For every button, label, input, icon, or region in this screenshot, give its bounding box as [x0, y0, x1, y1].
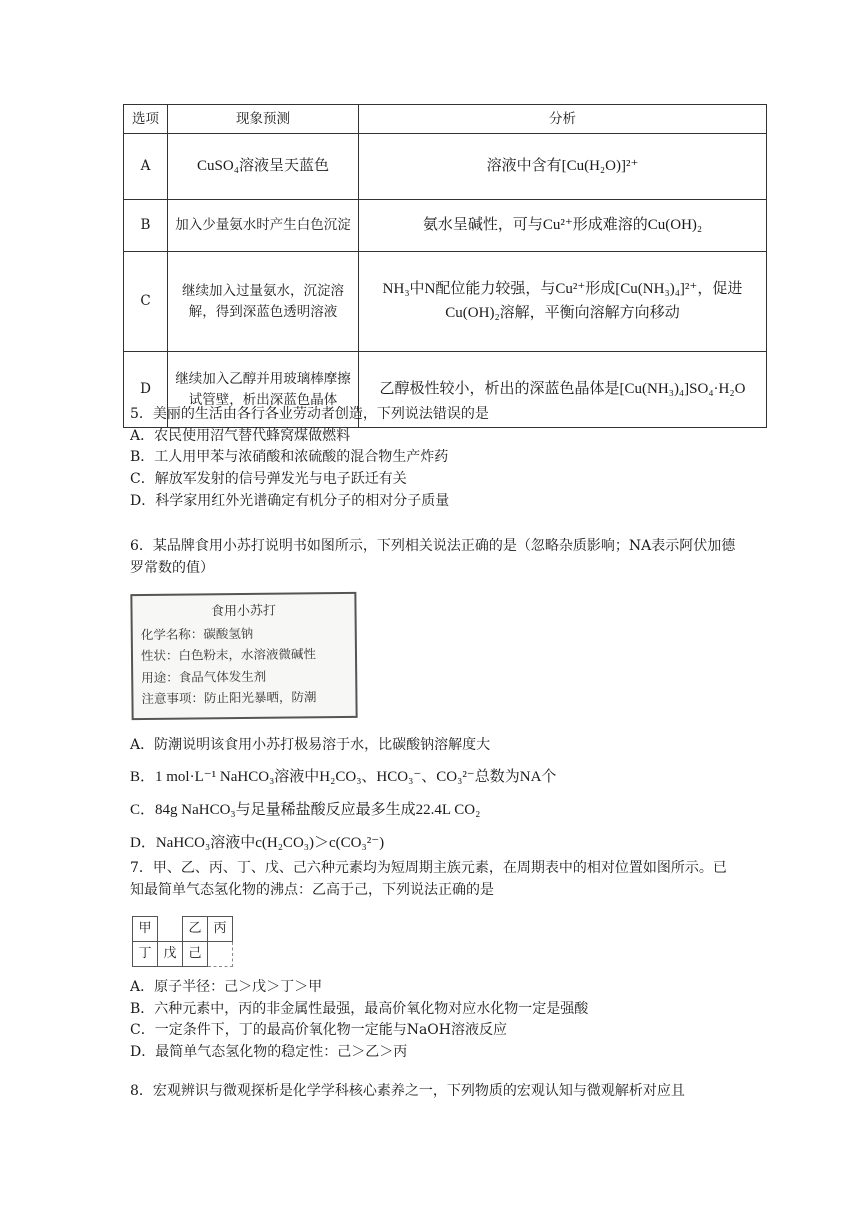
element-cell: 乙 [183, 917, 208, 942]
options-table [123, 104, 767, 428]
row-analysis: 乙醇极性较小，析出的深蓝色晶体是[Cu(NH₃)₄]SO₄·H₂O [359, 352, 767, 428]
element-cell: 丁 [133, 942, 158, 967]
option-b: B．工人用甲苯与浓硝酸和浓硫酸的混合物生产炸药 [130, 449, 449, 466]
question-6 [130, 536, 740, 579]
product-label-image [130, 592, 357, 720]
element-cell: 己 [183, 942, 208, 967]
header-phenomenon: 现象预测 [168, 105, 359, 134]
option-a: A．原子半径：己＞戊＞丁＞甲 [130, 979, 323, 995]
label-line: 用途：食品气体发生剂 [141, 668, 267, 685]
option-a: A．农民使用沼气替代蜂窝煤做燃料 [130, 427, 351, 444]
table-row [124, 252, 767, 352]
element-cell-empty [158, 917, 183, 942]
row-phenomenon: 加入少量氨水时产生白色沉淀 [168, 200, 359, 252]
option-c: C．解放军发射的信号弹发光与电子跃迁有关 [130, 471, 407, 488]
row-phenomenon: 继续加入乙醇并用玻璃棒摩擦试管壁，析出深蓝色晶体 [168, 352, 359, 428]
option-b: B．1 mol·L⁻¹ NaHCO₃溶液中H₂CO₃、HCO₃⁻、CO₃²⁻总数为NA个 [130, 768, 557, 785]
row-phenomenon: 继续加入过量氨水，沉淀溶解，得到深蓝色透明溶液 [168, 252, 359, 352]
row-analysis: 氨水呈碱性，可与Cu²⁺形成难溶的Cu(OH)₂ [359, 200, 767, 252]
header-analysis: 分析 [359, 105, 767, 134]
option-d: D．NaHCO₃溶液中c(H₂CO₃)＞c(CO₃²⁻) [130, 834, 385, 851]
question-7-options [130, 977, 740, 1064]
element-cell: 丙 [208, 917, 233, 942]
row-option: D [124, 352, 168, 428]
option-d: D．最简单气态氢化物的稳定性：己＞乙＞丙 [130, 1044, 408, 1061]
row-option: A [124, 134, 168, 200]
element-cell: 戊 [158, 942, 183, 967]
label-line: 性状：白色粉末，水溶液微碱性 [140, 646, 317, 664]
question-stem: 7．甲、乙、丙、丁、戊、己六种元素均为短周期主族元素，在周期表中的相对位置如图所示。已知最简单气态氢化物的沸点：乙高于己，下列说法正确的是 [130, 860, 727, 898]
question-stem: 5．美丽的生活由各行各业劳动者创造，下列说法错误的是 [130, 406, 489, 422]
row-option: B [124, 200, 168, 252]
label-title: 食用小苏打 [210, 603, 277, 620]
row-phenomenon: CuSO₄溶液呈天蓝色 [168, 134, 359, 200]
header-option: 选项 [124, 105, 168, 134]
option-c: C．一定条件下，丁的最高价氧化物一定能与NaOH溶液反应 [130, 1022, 507, 1039]
question-8 [130, 1081, 740, 1103]
option-d: D．科学家用红外光谱确定有机分子的相对分子质量 [130, 492, 450, 509]
element-cell-empty [208, 942, 233, 967]
row-option: C [124, 252, 168, 352]
label-line: 化学名称：碳酸氢钠 [140, 625, 254, 643]
element-cell: 甲 [133, 917, 158, 942]
option-b: B．六种元素中，丙的非金属性最强，最高价氧化物对应水化物一定是强酸 [130, 1000, 589, 1017]
table-header-row [124, 105, 767, 134]
option-c: C．84g NaHCO₃与足量稀盐酸反应最多生成22.4L CO₂ [130, 801, 481, 818]
option-a: A．防潮说明该食用小苏打极易溶于水，比碳酸钠溶解度大 [130, 737, 491, 753]
table-row [124, 134, 767, 200]
question-stem: 8．宏观辨识与微观探析是化学学科核心素养之一，下列物质的宏观认知与微观解析对应且 [130, 1083, 685, 1099]
label-line: 注意事项：防止阳光暴晒，防潮 [141, 689, 317, 706]
table-row [124, 200, 767, 252]
row-analysis: 溶液中含有[Cu(H₂O)]²⁺ [359, 134, 767, 200]
question-6-options [130, 730, 740, 860]
question-5 [130, 404, 740, 512]
question-7 [130, 858, 740, 901]
question-stem: 6．某品牌食用小苏打说明书如图所示，下列相关说法正确的是（忽略杂质影响；NA表示阿伏加德罗常数的值） [130, 538, 736, 576]
row-analysis: NH₃中N配位能力较强，与Cu²⁺形成[Cu(NH₃)₄]²⁺，促进Cu(OH)₂溶解，平衡向溶解方向移动 [359, 252, 767, 352]
periodic-table-fragment [132, 916, 233, 967]
